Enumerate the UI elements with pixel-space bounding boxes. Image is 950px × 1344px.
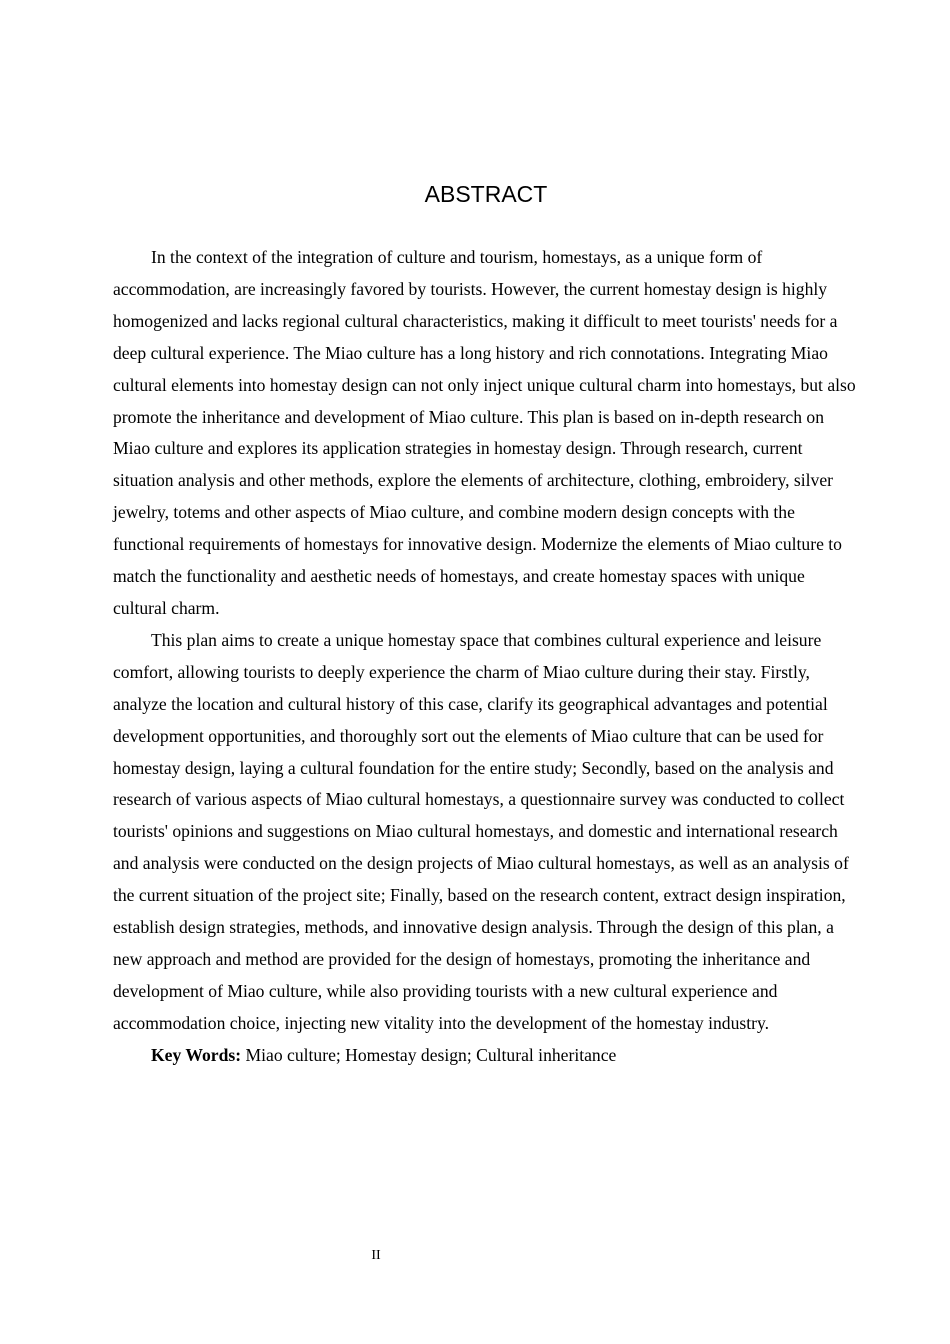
abstract-body — [113, 242, 859, 1072]
abstract-paragraph-1: In the context of the integration of culture and tourism, homestays, as a unique form of accommodation, are increasingly favored by tourists. However, the current homestay design is highly homogenized and lacks regional cultural characteristics, making it difficult to meet tourists' needs for a deep cultural experience. The Miao culture has a long history and rich connotations. Integrating Miao cultural elements into homestay design can not only inject unique cultural charm into homestays, but also promote the inheritance and development of Miao culture. This plan is based on in-depth research on Miao culture and explores its application strategies in homestay design. Through research, current situation analysis and other methods, explore the elements of architecture, clothing, embroidery, silver jewelry, totems and other aspects of Miao culture, and combine modern design concepts with the functional requirements of homestays for innovative design. Modernize the elements of Miao culture to match the functionality and aesthetic needs of homestays, and create homestay spaces with unique cultural charm. — [113, 247, 856, 618]
keywords-line — [113, 1040, 859, 1072]
page-number: II — [371, 1248, 381, 1263]
abstract-paragraph-2: This plan aims to create a unique homestay space that combines cultural experience and leisure comfort, allowing tourists to deeply experience the charm of Miao culture during their stay. Firstly, analyze the location and cultural history of this case, clarify its geographical advantages and potential development opportunities, and thoroughly sort out the elements of Miao culture that can be used for homestay design, laying a cultural foundation for the entire study; Secondly, based on the analysis and research of various aspects of Miao cultural homestays, a questionnaire survey was conducted to collect tourists' opinions and suggestions on Miao cultural homestays, and domestic and international research and analysis were conducted on the design projects of Miao cultural homestays, as well as an analysis of the current situation of the project site; Finally, based on the research content, extract design inspiration, establish design strategies, methods, and innovative design analysis. Through the design of this plan, a new approach and method are provided for the design of homestays, promoting the inheritance and development of Miao culture, while also providing tourists with a new cultural experience and accommodation choice, injecting new vitality into the development of the homestay industry. — [113, 629, 849, 1033]
keywords-label: Key Words: — [151, 1044, 242, 1065]
keywords-value: Miao culture; Homestay design; Cultural inheritance — [245, 1044, 617, 1065]
page-title: ABSTRACT — [424, 181, 548, 207]
